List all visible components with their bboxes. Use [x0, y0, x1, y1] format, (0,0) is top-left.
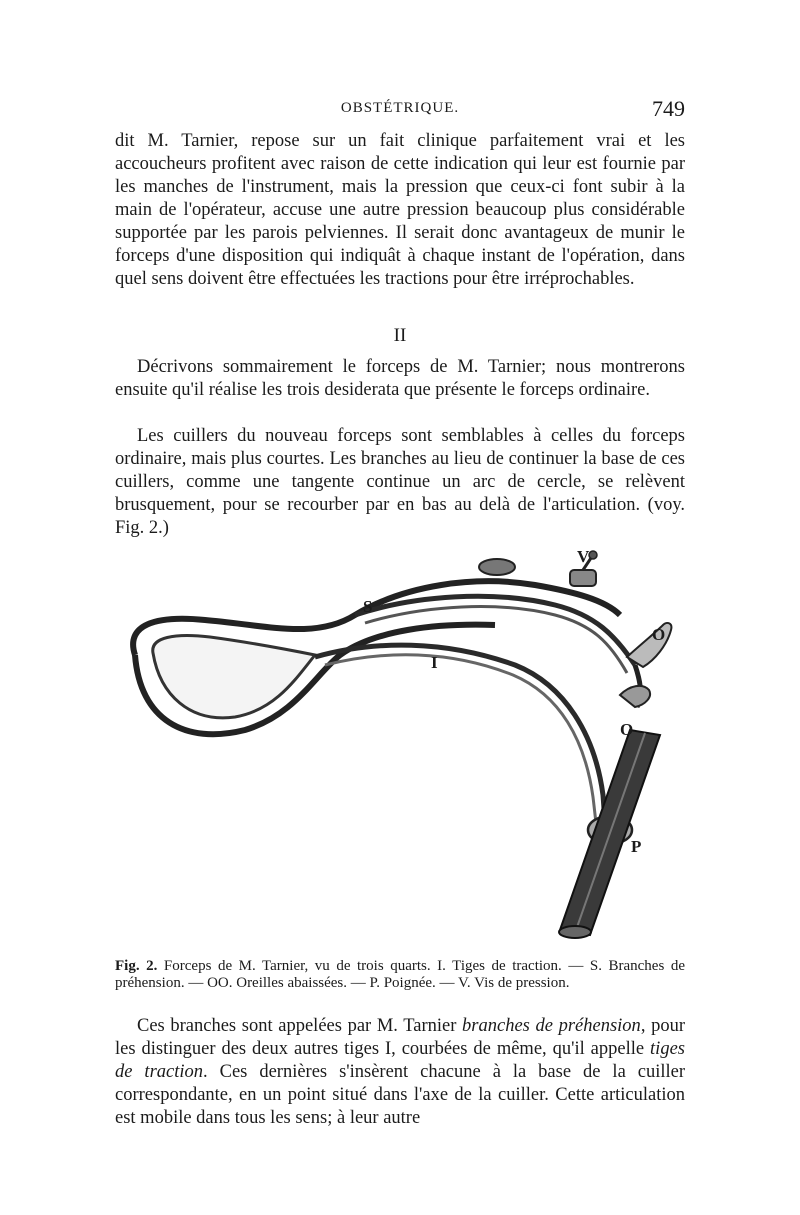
- paragraph-1: dit M. Tarnier, repose sur un fait clinique parfaitement vrai et les accoucheurs profitent avec raison de cette indication qui leur est fournie par les manches de l'instrument, mais la pression que ceux-ci font subir à la main de l'opérateur, accuse une autre pression beaucoup plus considérable supportée par les parois pelviennes. Il serait donc avantageux de munir le forceps d'une disposition qui indiquât à chaque instant de l'opération, dans quel sens doivent être effectuées les tractions pour être irréprochables.: [115, 131, 685, 289]
- label-i: I: [431, 653, 438, 672]
- label-s: S: [363, 597, 373, 616]
- page-header: [115, 96, 685, 126]
- paragraph-3: Les cuillers du nouveau forceps sont semblables à celles du forceps ordinaire, mais plus courtes. Les branches au lieu de continuer la base de ces cuillers, comme une tangente continue un arc de cercle, se relèvent brusquement, pour se recourber par en bas au delà de l'articulation. (voy. Fig. 2.): [115, 426, 685, 538]
- paragraph-4-part-3: . Ces dernières s'insèrent chacune à la base de la cuiller correspondante, en un point situé dans l'axe de la cuiller. Cette articulation est mobile dans tous les sens; à leur autre: [115, 1062, 686, 1128]
- traction-rod-1: [315, 645, 607, 845]
- section-number: II: [393, 325, 407, 346]
- paragraph-4-part-2: , pour les distinguer des deux autres tiges I, courbées de même, qu'il appelle: [115, 1016, 685, 1059]
- forceps-illustration: [115, 545, 685, 955]
- figure-caption: [115, 958, 685, 992]
- running-title: OBSTÉTRIQUE.: [340, 100, 460, 116]
- lower-ear: [620, 686, 650, 707]
- lock-knob: [479, 559, 515, 575]
- label-p: P: [631, 837, 642, 856]
- paragraph-1-block: [115, 130, 685, 291]
- paragraph-4-part-1: Ces branches sont appelées par M. Tarnier: [137, 1016, 463, 1036]
- label-o-lower: O: [620, 720, 634, 739]
- label-o-upper: O: [652, 625, 666, 644]
- traction-rod-2: [325, 655, 599, 845]
- paragraph-3-block: [115, 425, 685, 540]
- paragraph-2-block: [115, 356, 685, 402]
- forceps-figure: [115, 545, 685, 955]
- caption-text: Forceps de M. Tarnier, vu de trois quarts. I. Tiges de traction. — S. Branches de préhension. — OO. Oreilles abaissées. — P. Poignée. — V. Vis de pression.: [115, 958, 685, 991]
- paragraph-4-block: [115, 1015, 685, 1130]
- paragraph-4: [115, 1015, 685, 1130]
- label-v: V: [577, 547, 590, 566]
- caption-prefix: Fig. 2.: [115, 958, 158, 974]
- page-number: 749: [652, 96, 685, 121]
- paragraph-2: Décrivons sommairement le forceps de M. Tarnier; nous montrerons ensuite qu'il réalise les trois desiderata que présente le forceps ordinaire.: [115, 357, 685, 400]
- paragraph-4-italic-1: branches de préhension: [462, 1016, 641, 1036]
- pressure-screw: [570, 570, 596, 586]
- paragraph-4-italic-2: tiges de traction: [115, 1039, 685, 1082]
